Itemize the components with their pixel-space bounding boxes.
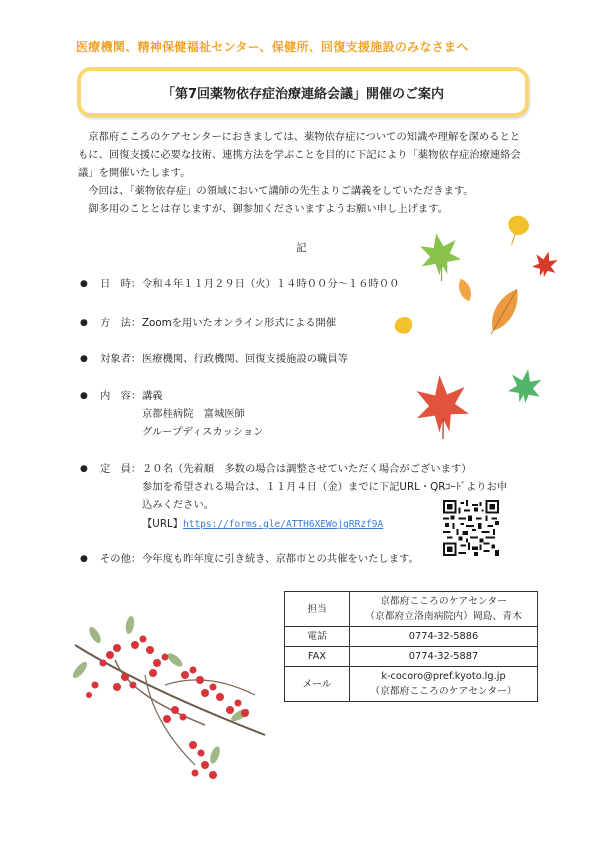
item-value: 今年度も昨年度に引き続き、京都市との共催をいたします。 xyxy=(142,553,419,565)
item-value: 医療機関、行政機関、回復支援施設の職員等 xyxy=(142,353,348,365)
contact-head: 電話 xyxy=(285,627,350,647)
bullet-icon: ● xyxy=(80,391,88,401)
contact-line: （京都府こころのケアセンター） xyxy=(370,686,517,697)
contact-value xyxy=(350,667,538,702)
contact-row-phone xyxy=(285,627,538,647)
item-value-line3: グループディスカッション xyxy=(142,426,264,438)
item-label: 日 時： xyxy=(100,278,142,290)
title-box xyxy=(77,67,529,117)
contact-head: FAX xyxy=(285,647,350,667)
registration-url-link[interactable]: https://forms.gle/ATTH6XEWojgRRzf9A xyxy=(183,519,384,530)
contact-table xyxy=(284,591,538,702)
item-label: 定 員： xyxy=(100,463,142,475)
item-value-line3: 込みください。 xyxy=(142,499,215,511)
url-line xyxy=(142,515,383,534)
contact-row-person xyxy=(285,592,538,627)
item-label: 対象者： xyxy=(100,353,142,365)
bullet-icon: ● xyxy=(80,554,88,564)
contact-value: 0774-32-5886 xyxy=(350,627,538,647)
contact-email-link[interactable]: k-cocoro@pref.kyoto.lg.jp xyxy=(381,671,506,682)
item-label: 内 容： xyxy=(100,390,142,402)
item-value-line2: 京都桂病院 富城医師 xyxy=(142,408,245,420)
contact-head: メール xyxy=(285,667,350,702)
contact-head: 担当 xyxy=(285,592,350,627)
contact-line: 京都府こころのケアセンター xyxy=(380,596,507,607)
item-value: Zoomを用いたオンライン形式による開催 xyxy=(142,317,337,329)
page-title: 「第7回薬物依存症治療連絡会議」開催のご案内 xyxy=(161,86,445,102)
item-value: ２０名（先着順 多数の場合は調整させていただく場合がございます） xyxy=(142,463,472,475)
contact-row-email xyxy=(285,667,538,702)
qr-code-icon[interactable] xyxy=(443,500,499,556)
item-value: 講義 xyxy=(142,390,163,402)
contact-line: （京都府立洛南病院内）岡島、青木 xyxy=(365,611,522,622)
contact-value: 0774-32-5887 xyxy=(350,647,538,667)
item-label: 方 法： xyxy=(100,317,142,329)
url-label: 【URL】 xyxy=(142,518,184,530)
intro-paragraph-3: 御多用のこととは存じますが、御参加くださいますようお願い申し上げます。 xyxy=(78,203,448,215)
intro-text xyxy=(78,128,528,218)
bullet-icon: ● xyxy=(80,279,88,289)
item-value: 令和４年１１月２９日（火）１４時００分～１６時００ xyxy=(142,278,400,290)
bullet-icon: ● xyxy=(80,464,88,474)
contact-row-fax xyxy=(285,647,538,667)
audience-heading: 医療機関、精神保健福祉センター、保健所、回復支援施設のみなさまへ xyxy=(76,40,469,54)
bullet-icon: ● xyxy=(80,318,88,328)
item-value-line2: 参加を希望される場合は、１１月４日（金）までに下記URL・QRｺｰﾄﾞよりお申 xyxy=(142,481,508,493)
item-label: その他： xyxy=(100,553,142,565)
autumn-leaves-illustration xyxy=(380,215,570,445)
bullet-icon: ● xyxy=(80,354,88,364)
intro-paragraph-1: 京都府こころのケアセンターにおきましては、薬物依存症についての知識や理解を深めるとともに、回復支援に必要な技術、連携方法を学ぶことを目的に下記により「薬物依存症治療連絡会議」を開催いたします。 xyxy=(78,131,521,179)
berry-branch-illustration xyxy=(55,615,285,790)
ki-heading: 記 xyxy=(296,242,307,254)
intro-paragraph-2: 今回は、「薬物依存症」の領域において講師の先生よりご講義をしていただきます。 xyxy=(78,185,474,197)
contact-value xyxy=(350,592,538,627)
